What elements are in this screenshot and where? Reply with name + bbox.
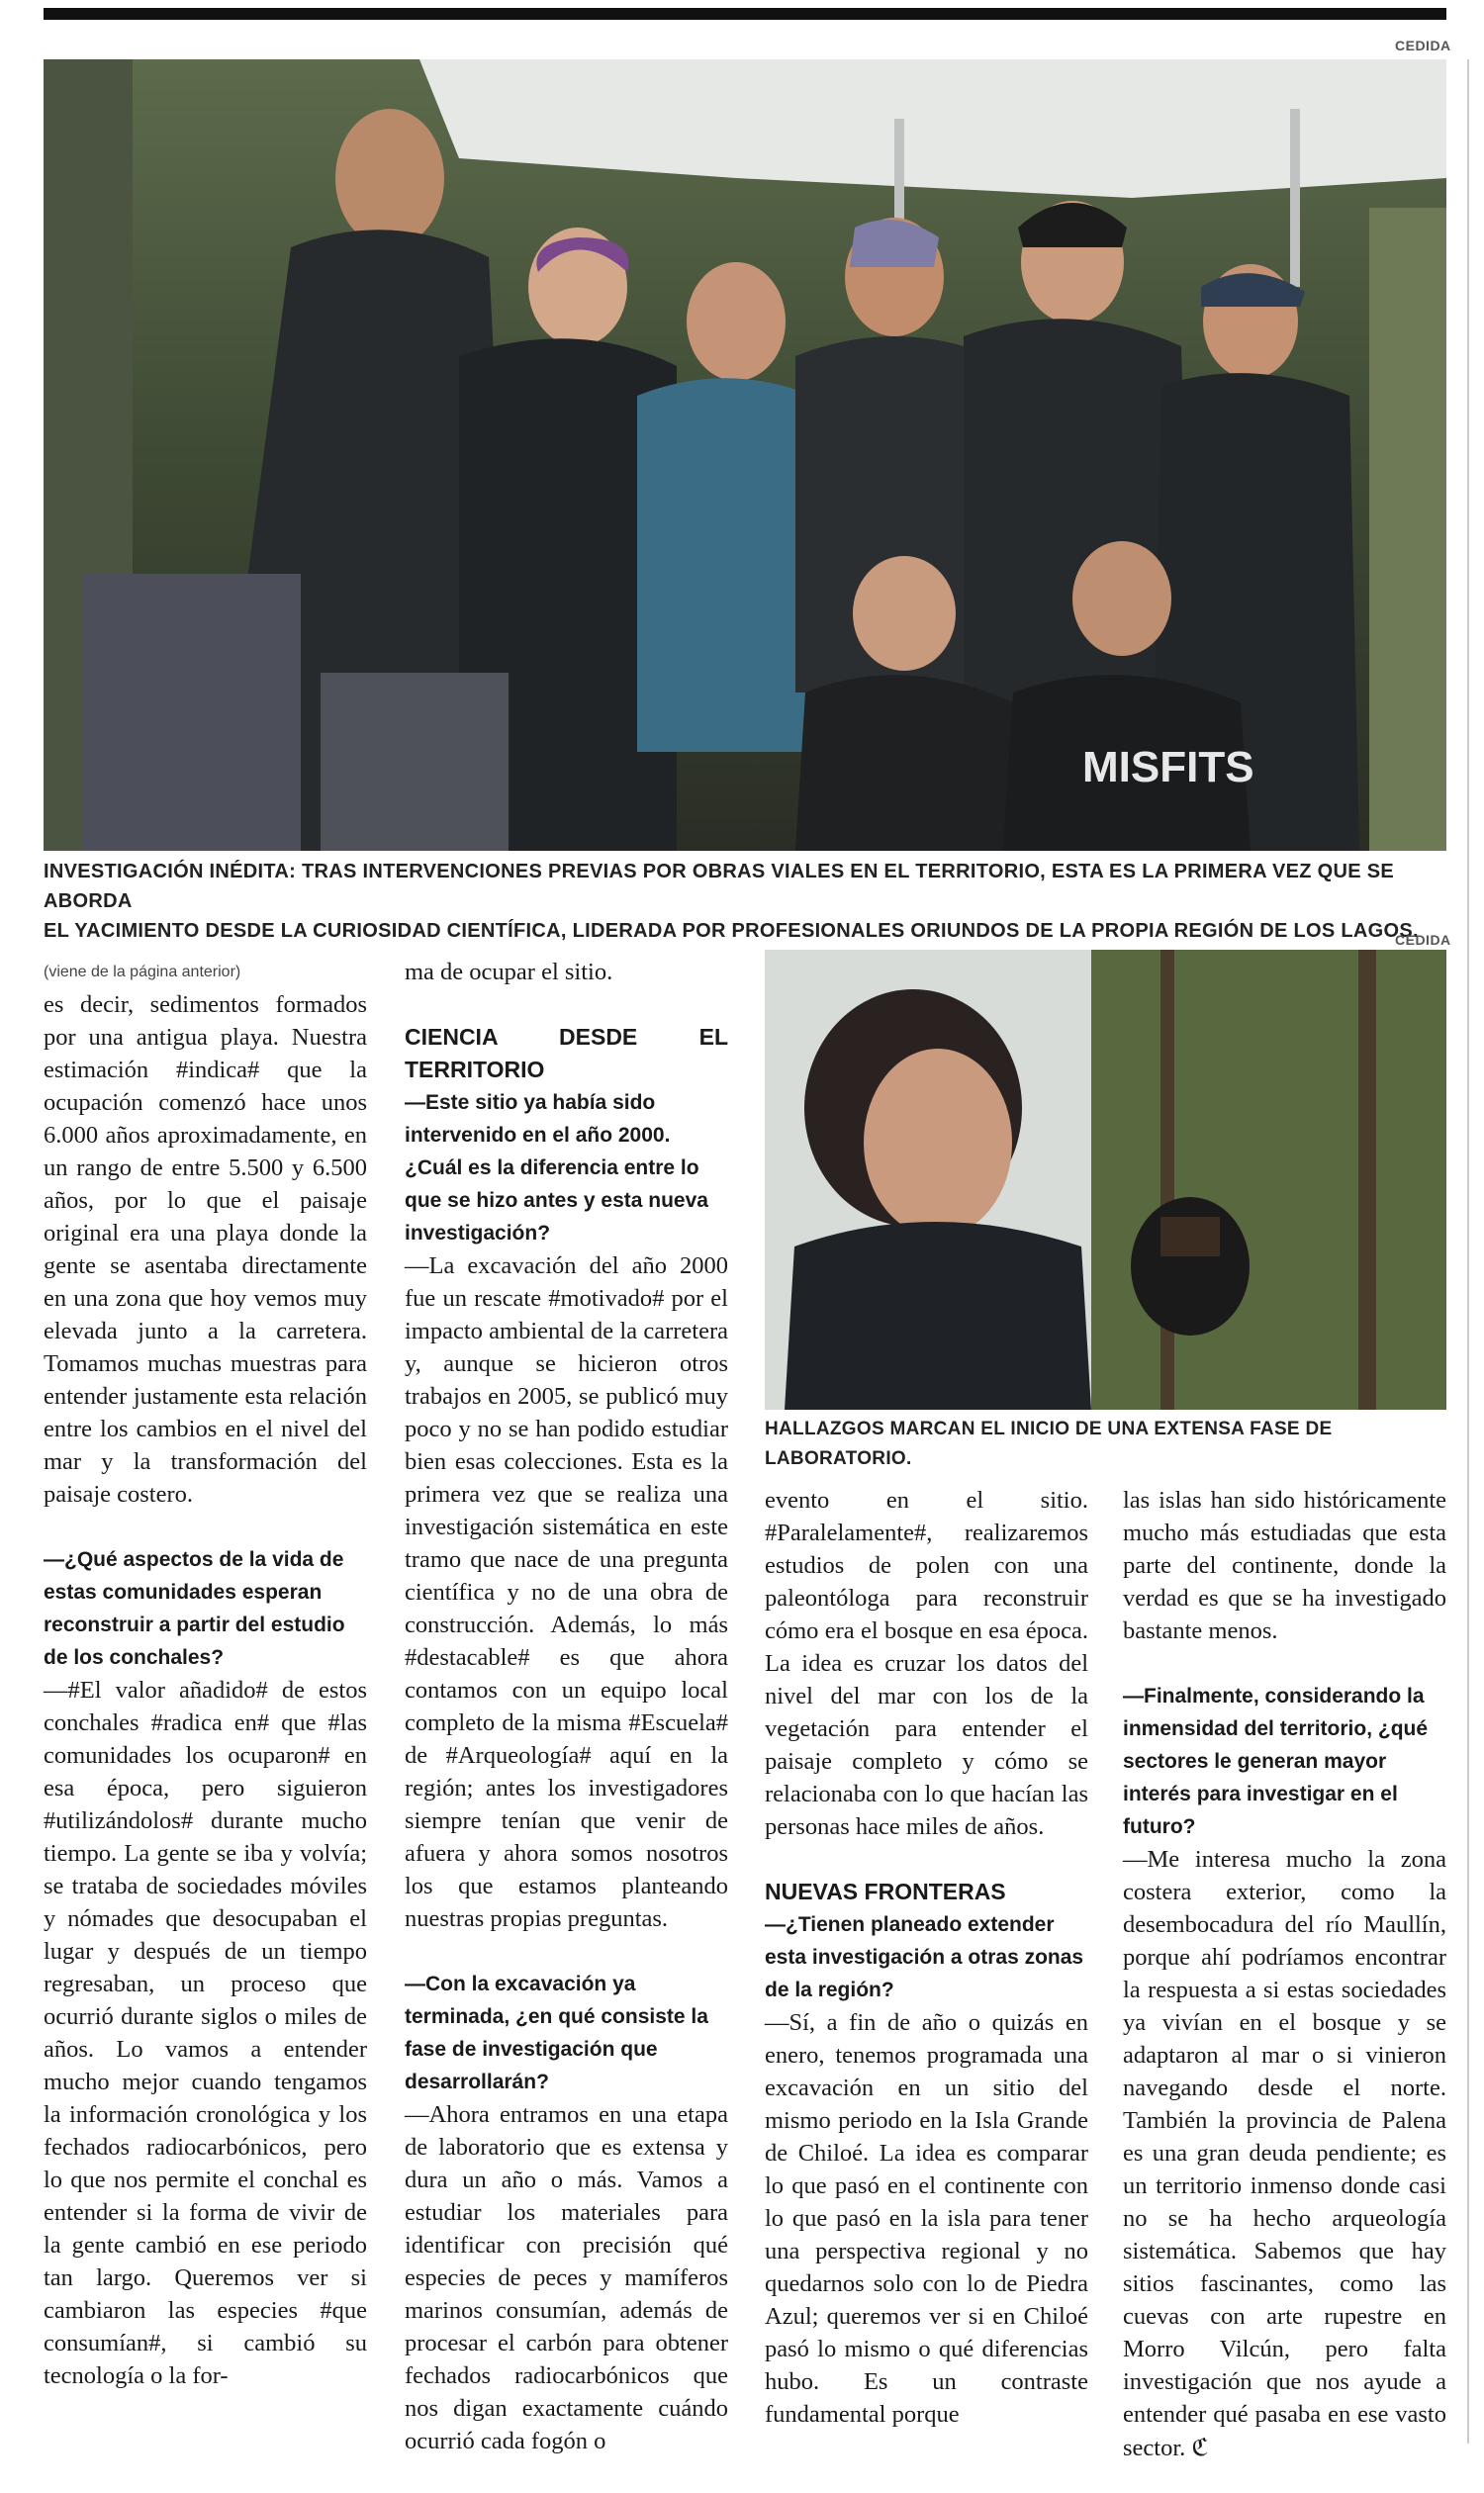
photo-caption-main: [44, 857, 1446, 946]
col3-question-1: —¿Tienen planeado extender esta investigación a otras zonas de la región?: [765, 1913, 1084, 2001]
caption-line-1: INVESTIGACIÓN INÉDITA: TRAS INTERVENCIONES PREVIAS POR OBRAS VIALES EN EL TERRITORIO, ESTA ES LA PRIMERA VEZ QUE SE ABORDA: [44, 861, 1395, 912]
photo-caption-secondary: HALLAZGOS MARCAN EL INICIO DE UNA EXTENSA FASE DE LABORATORIO.: [765, 1419, 1333, 1469]
column-2: [405, 956, 728, 2457]
col3-paragraph-2: —Sí, a fin de año o quizás en enero, tenemos programada una excavación en un sitio del mismo periodo en la Isla Grande de Chiloé. La idea es comparar lo que pasó en el continente con lo que pasó en la isla para tener una perspectiva regional y no quedarnos solo con lo de Piedra Azul; queremos ver si en Chiloé pasó lo mismo o qué diferencias hubo. Es un contraste fundamental porque: [765, 2009, 1088, 2428]
col3-paragraph-1: evento en el sitio. #Paralelamente#, realizaremos estudios de polen con una paleontóloga para reconstruir cómo era el bosque en esa época. La idea es cruzar los datos del nivel del mar con los de la vegetación para entender el paisaje completo y cómo se relacionaba con lo que hacían las personas hace miles de años.: [765, 1487, 1088, 1840]
column-1: [44, 956, 367, 2392]
section-heading-ciencia: CIENCIA DESDE EL TERRITORIO: [405, 1024, 728, 1082]
col1-paragraph-2: —#El valor añadido# de estos conchales #radica en# que #las comunidades los ocuparon# en esa época, pero siguieron #utilizándolos# durante mucho tiempo. La gente se iba y volvía; se trataba de sociedades móviles y nómades que desocupaban el lugar y después de un tiempo regresaban, un proceso que ocurrió durante siglos o miles de años. Lo vamos a entender mucho mejor cuando tengamos la información cronológica y los fechados radiocarbónicos, pero lo que nos permite el conchal es entender si la forma de vivir de la gente cambió en ese periodo tan largo. Queremos ver si cambiaron las especies #que consumían#, si cambió su tecnología o la for-: [44, 1677, 367, 2389]
photo-credit: CEDIDA: [1395, 38, 1451, 53]
continued-note: (viene de la página anterior): [44, 964, 241, 980]
col2-question-2: —Con la excavación ya terminada, ¿en qué consiste la fase de investigación que desarrollarán?: [405, 1973, 708, 2093]
svg-text:MISFITS: MISFITS: [1082, 743, 1254, 791]
col1-question-1: —¿Qué aspectos de la vida de estas comunidades esperan reconstruir a partir del estudio de los conchales?: [44, 1548, 345, 1669]
top-rule: [44, 8, 1446, 20]
group-photo: [44, 59, 1446, 851]
col2-paragraph-1: —La excavación del año 2000 fue un rescate #motivado# por el impacto ambiental de la carretera y, aunque se hicieron otros trabajos en 2005, se publicó muy poco y no se han podido estudiar bien esas colecciones. Esta es la primera vez que se realiza una investigación sistemática en este tramo que nace de una pregunta científica y no de una obra de construcción. Además, lo más #destacable# es que ahora contamos con un equipo local completo de la misma #Escuela# de #Arqueología# aquí en la región; antes los investigadores siempre tenían que venir de afuera y ahora somos nosotros los que estamos planteando nuestras propias preguntas.: [405, 1252, 728, 1932]
col2-paragraph-0: ma de ocupar el sitio.: [405, 959, 613, 985]
col1-paragraph-1: es decir, sedimentos formados por una antigua playa. Nuestra estimación #indica# que la ocupación comenzó hace unos 6.000 años aproximadamente, en un rango de entre 5.500 y 6.500 años, por lo que el paisaje original era una playa donde la gente se asentaba directamente en una zona que hoy vemos muy elevada junto a la carretera. Tomamos muchas muestras para entender justamente esta relación entre los cambios en el nivel del mar y la transformación del paisaje costero.: [44, 991, 367, 1508]
col2-question-1: —Este sitio ya había sido intervenido en el año 2000. ¿Cuál es la diferencia entre lo que se hizo antes y esta nueva investigación?: [405, 1091, 708, 1245]
col2-paragraph-2: —Ahora entramos en una etapa de laboratorio que es extensa y dura un año o más. Vamos a estudiar los materiales para identificar con precisión qué especies de peces y mamíferos marinos consumían, además de procesar el carbón para obtener fechados radiocarbónicos que nos digan exactamente cuándo ocurrió cada fogón o: [405, 2101, 728, 2454]
column-3: [765, 1484, 1088, 2431]
page-edge-rule: [1467, 59, 1469, 2444]
researcher-photo-icon: [765, 950, 1446, 1410]
col4-question-1: —Finalmente, considerando la inmensidad del territorio, ¿qué sectores le generan mayor interés para investigar en el futuro?: [1123, 1685, 1429, 1838]
caption-line-2: EL YACIMIENTO DESDE LA CURIOSIDAD CIENTÍFICA, LIDERADA POR PROFESIONALES ORIUNDOS DE LA PROPIA REGIÓN DE LOS LAGOS.: [44, 920, 1419, 942]
column-4: [1123, 1484, 1446, 2464]
researcher-photo: [765, 950, 1446, 1410]
end-mark-icon: ℭ: [1191, 2433, 1209, 2461]
col4-paragraph-2-text: —Me interesa mucho la zona costera exterior, como la desembocadura del río Maullín, porque ahí podríamos encontrar la respuesta a si estas sociedades ya vivían en el bosque y se adaptaron al mar o si vinieron navegando desde el norte. También la provincia de Palena es una gran deuda pendiente; es un territorio inmenso donde casi no se ha hecho arqueología sistemática. Sabemos que hay sitios fascinantes, como las cuevas con arte rupestre en Morro Vilcún, pero falta investigación que nos ayude a entender qué pasaba en ese vasto sector.: [1123, 1846, 1446, 2461]
col4-paragraph-1: las islas han sido históricamente mucho más estudiadas que esta parte del continente, donde la verdad es que se ha investigado bastante menos.: [1123, 1487, 1446, 1644]
group-photo-icon: [44, 59, 1446, 851]
col4-paragraph-2: [1123, 1843, 1446, 2464]
photo-credit-2: CEDIDA: [1395, 932, 1451, 948]
section-heading-fronteras: NUEVAS FRONTERAS: [765, 1879, 1006, 1904]
